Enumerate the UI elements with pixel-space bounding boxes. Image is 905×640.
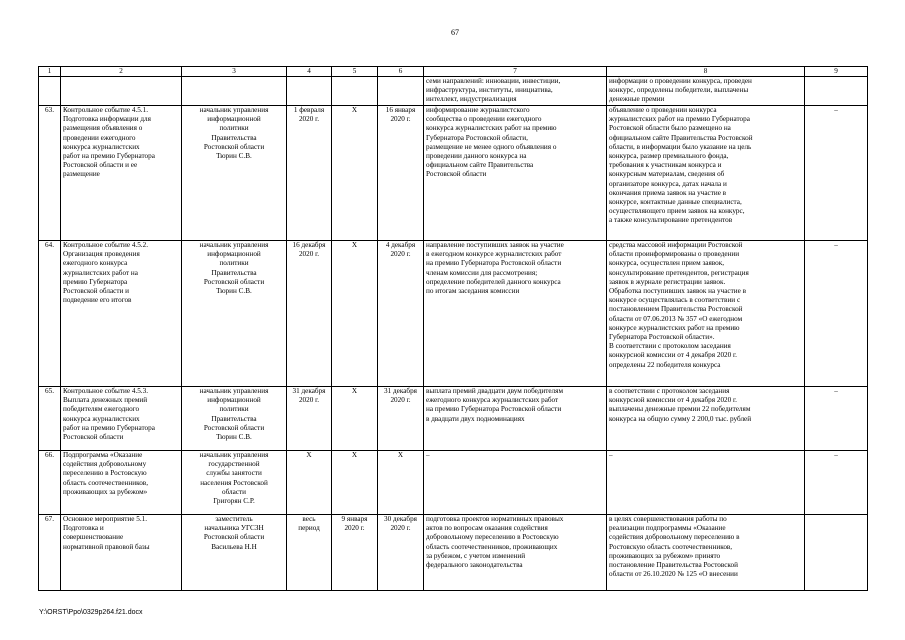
cell-line: Ростовской области [203,277,265,286]
plan-date-cell [287,106,332,241]
cell-line: заявок в журнале регистрации заявок. [609,277,726,286]
event-name-cell [61,515,182,591]
page-number: 67 [451,28,459,37]
cell-line: В соответствии с протоколом заседания [609,342,731,351]
cell-line: период [298,524,320,533]
executor-cell [182,106,287,241]
cell-line: конкурса журналистских [63,142,140,151]
date-cell [332,451,378,515]
cell-line: выплачены денежные премии 22 победителям [609,405,751,414]
document-path: Y:\ORST\Ppo\0329p264.f21.docx [39,609,143,616]
cell-line: – [834,387,838,395]
cell-line: политики [219,124,249,133]
cell-line: актов по вопросам оказания содействия [426,524,548,533]
result-plan-cell [424,241,607,387]
cell-line: конкурсе осуществлялась в соответствии с [609,296,741,305]
cell-line: 31 декабря [384,387,417,395]
cell-line: 2020 г. [298,115,320,124]
cell-line: Ростовской области [63,433,124,442]
fact-date-cell [378,241,424,387]
cell-line: Правительства [211,268,257,277]
table-row [39,241,868,387]
cell-line: 2020 г. [344,524,365,533]
cell-line: Х [351,241,358,249]
cell-line: информационной [207,115,261,124]
executor-cell [182,387,287,451]
cell-line: – [834,451,838,459]
column-number: 8 [607,67,805,77]
note-cell [805,387,868,451]
cell-line: постановлением Правительства Ростовской [609,305,743,314]
cell-line: информации о проведении конкурса, проведен [609,77,752,85]
date-cell [332,241,378,387]
cell-line: начальник управления [199,451,269,459]
cell-line: Ростовской области [203,423,265,432]
cell-line: конкурса журналистских работ на премию [426,124,557,133]
cell-line: совершенствование [63,533,124,542]
cell-line: Ростовской области [426,170,487,179]
cell-line: информационной [207,250,261,259]
cell-line: Х [351,106,358,114]
cell-line: Х [351,387,358,395]
cell-line: Подготовка и [63,524,104,533]
cell-line: конкурса на общую сумму 2 200,0 тыс. рублей [609,414,752,423]
cell-line: конкурсе журналистских работ на премию [609,323,740,332]
column-number: 3 [182,67,287,77]
fact-date-cell [378,387,424,451]
cell-line: – [609,451,613,459]
cell-line: Ростовской области [203,142,265,151]
executor-cell [182,241,287,387]
cell-line: нормативной правовой базы [63,542,150,551]
cell-line: политики [219,259,249,268]
cell-line: требования к участникам конкурса и [609,161,722,170]
cell-line: 2020 г. [298,396,320,405]
cell-line: постановление Правительства Ростовской [609,561,738,570]
note-cell [805,106,868,241]
cell-line: проведении данного конкурса на [426,152,527,161]
cell-line: конкурсе, контактные данные специалиста, [609,198,742,207]
result-fact-cell [607,241,805,387]
column-number: 1 [39,67,61,77]
result-plan-cell [424,387,607,451]
cell-line: официальном сайте Правительства Ростовской [609,133,753,142]
cell-line: конкурсной комиссии от 4 декабря 2020 г. [609,396,737,405]
result-plan-cell [424,77,607,106]
table-row [39,106,868,241]
cell-line: службы занятости [206,469,262,478]
row-number-cell: 64. [39,241,61,387]
cell-line: Ростовской области было размещено на [609,124,731,133]
cell-line: содействия добровольному переселению в [609,533,740,542]
cell-line: работ на премию Губернатора [63,152,155,161]
cell-line: 30 декабря [384,515,417,523]
cell-line: конкурса, осуществлен прием заявок, [609,259,725,268]
cell-line: а также консультирование претендентов [609,216,733,225]
fact-date-cell [378,515,424,591]
cell-line: размещение [63,170,100,179]
cell-line: переселению в Ростовскую [63,469,147,478]
column-number: 2 [61,67,182,77]
cell-line: Контрольное событие 4.5.3. [63,387,148,395]
result-plan-cell [424,451,607,515]
cell-line: Обработка поступивших заявок на участие в [609,287,746,296]
row-number-cell: 67. [39,515,61,591]
cell-line: информационной [207,396,261,405]
plan-date-cell [287,387,332,451]
cell-line: Подпрограмма «Оказание [63,451,143,459]
cell-line: 16 декабря [292,241,326,249]
cell-line: конкурсным материалам, сведения об [609,170,725,179]
cell-line: Тюрин С.В. [216,152,252,161]
cell-line: консультирование претендентов, регистрация [609,268,749,277]
cell-line: начальник управления [199,387,269,395]
row-number-cell: 65. [39,387,61,451]
cell-line: 4 декабря [385,241,416,249]
cell-line: проведении ежегодного [63,133,136,142]
cell-line: начальник управления [199,241,269,249]
column-number: 7 [424,67,607,77]
cell-line: 2020 г. [298,250,320,259]
note-cell [805,241,868,387]
cell-line: журналистских работ на [63,268,138,277]
cell-line: сообщества о проведении ежегодного [426,115,542,124]
continuation-row [39,77,868,106]
date-cell [332,106,378,241]
cell-line: Контрольное событие 4.5.1. [63,106,148,114]
cell-line: семи направлений: инновации, инвестиции, [426,77,561,85]
cell-line: за рубежом, с учетом изменений [426,551,526,560]
cell-line: политики [219,405,249,414]
cell-line: содействия добровольному [63,460,147,469]
cell-line: направление поступивших заявок на участие [426,241,564,249]
result-fact-cell [607,451,805,515]
cell-line: Ростовскую область соотечественников, [609,542,733,551]
result-fact-cell [607,77,805,106]
date-cell [332,387,378,451]
cell-line: Губернатора Ростовской области, [426,133,528,142]
cell-line: Подготовка информации для [63,115,151,124]
cell-line: 31 декабря [292,387,326,395]
column-number: 4 [287,67,332,77]
cell-line: Х [306,451,312,459]
cell-line: 2020 г. [390,396,411,405]
cell-line: журналистских работ на премию Губернатора [609,115,750,124]
cell-line: Васильева Н.Н [211,542,257,551]
column-number-row [39,67,868,77]
plan-date-cell [287,241,332,387]
cell-line: 2020 г. [390,250,411,259]
cell-line: весь [302,515,316,523]
cell-line: области от 26.10.2020 № 125 «О внесении [609,570,738,579]
fact-date-cell [378,451,424,515]
cell-line: членам комиссии для рассмотрения; [426,268,538,277]
event-name-cell [61,451,182,515]
event-name-cell [61,106,182,241]
cell-line: ежегодного конкурса [63,259,128,268]
cell-line: 1 февраля [293,106,325,114]
result-plan-cell [424,515,607,591]
cell-line: подготовка проектов нормативных правовых [426,515,564,523]
cell-line: определение победителей данного конкурса [426,277,561,286]
cell-line: проживающих за рубежом» [63,487,148,496]
cell-line: – [426,451,430,459]
cell-line: по итогам заседания комиссии [426,287,520,296]
table-row [39,451,868,515]
cell-line: интеллект, индустриализация [426,95,517,104]
cell-line: размещения объявления о [63,124,143,133]
cell-line: объявление о проведении конкурса [609,106,717,114]
cell-line: работ на премию Губернатора [63,423,155,432]
cell-line: окончания приема заявок на участие в [609,188,727,197]
cell-line: Основное мероприятие 5.1. [63,515,148,523]
column-number: 9 [805,67,868,77]
cell-line: в ежегодном конкурсе журналистских работ [426,250,562,259]
cell-line: конкурс, определены победители, выплачены [609,86,749,95]
result-plan-cell [424,106,607,241]
cell-line: Тюрин С.В. [216,287,252,296]
event-name-cell [61,241,182,387]
result-fact-cell [607,106,805,241]
cell-line: инфраструктура, институты, инициатива, [426,86,553,95]
cell-line: Выплата денежных премий [63,396,148,405]
cell-line: конкурсной комиссии от 4 декабря 2020 г. [609,351,737,360]
cell-line: Ростовской области и ее [63,161,138,170]
cell-line: 2020 г. [390,115,411,124]
cell-line: в двадцати двух подноминациях [426,414,525,423]
cell-line: организаторе конкурса, датах начала и [609,179,727,188]
column-number: 6 [378,67,424,77]
cell-line: 2020 г. [390,524,411,533]
cell-line: в соответствии с протоколом заседания [609,387,730,395]
cell-line: область соотечественников, [63,478,148,487]
cell-line: денежные премии [609,95,665,104]
cell-line: Ростовской области и [63,287,129,296]
cell-line: 9 января [341,515,368,523]
cell-line: Х [351,451,358,459]
cell-line: Губернатора Ростовской области». [609,333,715,342]
row-number-cell: 66. [39,451,61,515]
plan-date-cell [287,515,332,591]
note-cell [805,515,868,591]
cell-line: осуществляющего прием заявок на конкурс, [609,207,745,216]
table-row [39,387,868,451]
cell-line: на премию Губернатора Ростовской области [426,405,562,414]
cell-line: победителям ежегодного [63,405,140,414]
cell-line: информирование журналистского [426,106,530,114]
cell-line: федерального законодательства [426,561,523,570]
cell-line: государственной [208,460,260,469]
cell-line: Х [397,451,404,459]
row-number-cell: 63. [39,106,61,241]
report-table [38,66,868,591]
cell-line: 16 января [385,106,416,114]
cell-line: конкурса журналистских [63,414,140,423]
cell-line: Организация проведения [63,250,140,259]
cell-line: области [221,487,247,496]
date-cell [332,515,378,591]
result-fact-cell [607,515,805,591]
cell-line: конкурса, размер премиального фонда, [609,152,729,161]
cell-line: Григорян С.Р. [213,497,255,506]
cell-line: добровольному переселению в Ростовскую [426,533,559,542]
cell-line: выплата премий двадцати двум победителям [426,387,564,395]
cell-line: Правительства [211,133,257,142]
executor-cell [182,515,287,591]
cell-line: – [834,241,838,249]
cell-line: населения Ростовской [200,478,268,487]
cell-line: размещение не менее одного объявления о [426,142,557,151]
cell-line: области от 07.06.2013 № 357 «О ежегодном [609,314,743,323]
cell-line: ежегодного конкурса журналистских работ [426,396,559,405]
cell-line: определены 22 победителя конкурса [609,360,721,369]
cell-line: заместитель [215,515,253,523]
cell-line: официальном сайте Правительства [426,161,534,170]
cell-line: области, в информации было указание на цель [609,142,752,151]
cell-line: реализации подпрограммы «Оказание [609,524,726,533]
fact-date-cell [378,106,424,241]
cell-line: области проинформированы о проведении [609,250,740,259]
column-number: 5 [332,67,378,77]
result-fact-cell [607,387,805,451]
cell-line: премию Губернатора [63,277,128,286]
cell-line: Правительства [211,414,257,423]
event-name-cell [61,387,182,451]
cell-line: средства массовой информации Ростовской [609,241,743,249]
cell-line: начальник управления [199,106,269,114]
executor-cell [182,451,287,515]
cell-line: область соотечественников, проживающих [426,542,558,551]
cell-line: Ростовской области [203,533,265,542]
plan-date-cell [287,451,332,515]
cell-line: подведение его итогов [63,296,132,305]
note-cell [805,451,868,515]
cell-line: – [834,106,838,114]
cell-line: Контрольное событие 4.5.2. [63,241,148,249]
table-row [39,515,868,591]
cell-line: в целях совершенствования работы по [609,515,727,523]
cell-line: на премию Губернатора Ростовской области [426,259,562,268]
cell-line: проживающих за рубежом» принято [609,551,721,560]
cell-line: Тюрин С.В. [216,433,252,442]
cell-line: начальника УГСЗН [204,524,264,533]
